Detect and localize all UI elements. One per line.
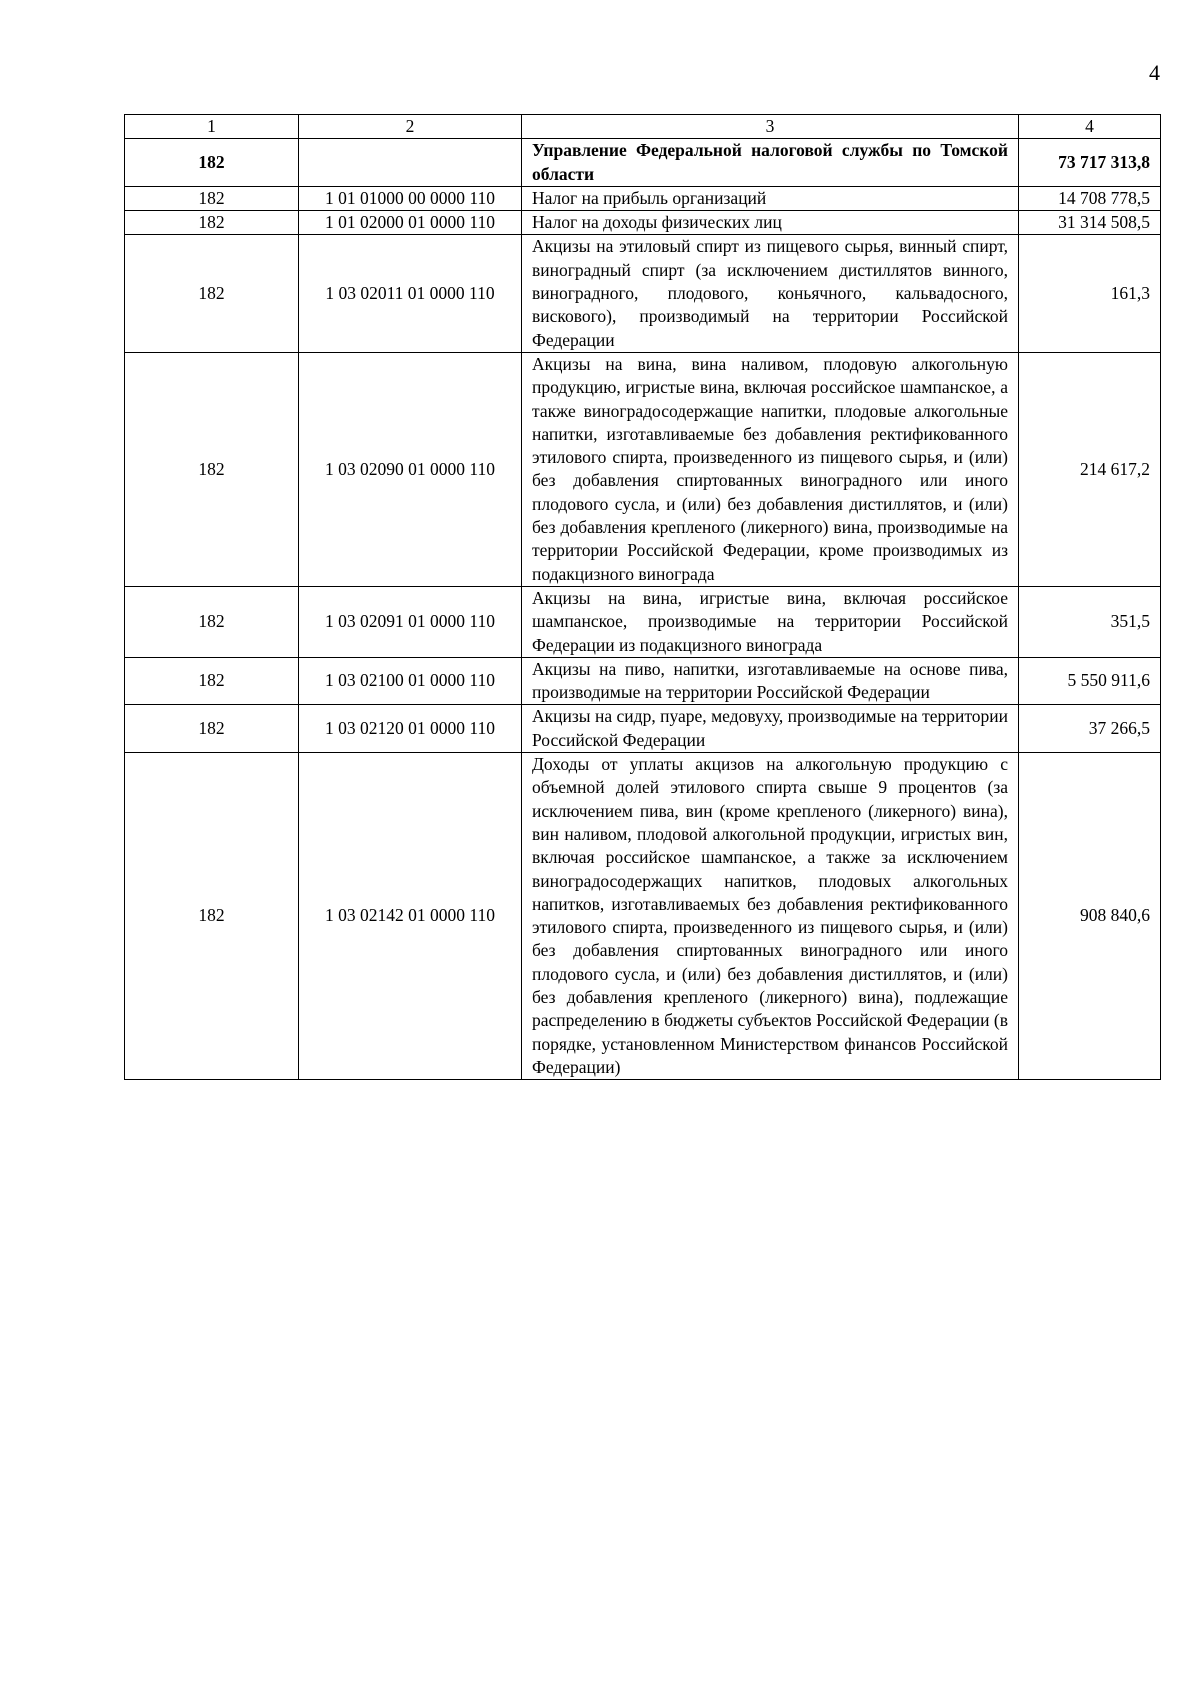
table-row xyxy=(125,586,1161,657)
amount-cell: 214 617,2 xyxy=(1019,352,1161,586)
amount-cell: 5 550 911,6 xyxy=(1019,657,1161,705)
table-body xyxy=(125,139,1161,1080)
admin-code-cell: 182 xyxy=(125,705,299,753)
table-row xyxy=(125,186,1161,210)
revenue-name-cell: Налог на прибыль организаций xyxy=(522,186,1019,210)
revenue-name-cell: Акцизы на вина, игристые вина, включая российское шампанское, производимые на территории Российской Федерации из подакцизного винограда xyxy=(522,586,1019,657)
revenue-name-cell: Акцизы на этиловый спирт из пищевого сырья, винный спирт, виноградный спирт (за исключением дистиллятов винного, виноградного, плодового, коньячного, кальвадосного, вискового), производимый на территории Российской Федерации xyxy=(522,235,1019,352)
column-header-1: 1 xyxy=(125,115,299,139)
admin-code-cell: 182 xyxy=(125,657,299,705)
amount-cell: 351,5 xyxy=(1019,586,1161,657)
page-number: 4 xyxy=(1149,60,1160,85)
budget-classification-code-cell: 1 03 02120 01 0000 110 xyxy=(299,705,522,753)
budget-classification-code-cell: 1 03 02142 01 0000 110 xyxy=(299,753,522,1080)
table-header-row xyxy=(125,115,1161,139)
admin-code-cell: 182 xyxy=(125,586,299,657)
budget-classification-code-cell: 1 01 01000 00 0000 110 xyxy=(299,186,522,210)
table-row xyxy=(125,753,1161,1080)
admin-code-cell: 182 xyxy=(125,235,299,352)
amount-cell: 161,3 xyxy=(1019,235,1161,352)
budget-classification-code-cell: 1 03 02091 01 0000 110 xyxy=(299,586,522,657)
table-row xyxy=(125,211,1161,235)
table-row xyxy=(125,139,1161,187)
revenue-name-cell: Налог на доходы физических лиц xyxy=(522,211,1019,235)
amount-cell: 908 840,6 xyxy=(1019,753,1161,1080)
admin-code-cell: 182 xyxy=(125,352,299,586)
revenue-name-cell: Доходы от уплаты акцизов на алкогольную продукцию с объемной долей этилового спирта свыше 9 процентов (за исключением пива, вин (кроме крепленого (ликерного) вина), вин наливом, плодовой алкогольной продукции, игристых вин, включая российское шампанское, а также за исключением виноградосодержащих напитков, плодовых алкогольных напитков, изготавливаемых без добавления ректификованного этилового спирта, произведенного из пищевого сырья, и (или) без добавления спиртованных виноградного или иного плодового сусла, и (или) без добавления дистиллятов, и (или) без добавления крепленого (ликерного) вина), подлежащие распределению в бюджеты субъектов Российской Федерации (в порядке, установленном Министерством финансов Российской Федерации) xyxy=(522,753,1019,1080)
column-header-4: 4 xyxy=(1019,115,1161,139)
table-row xyxy=(125,657,1161,705)
budget-classification-code-cell: 1 03 02011 01 0000 110 xyxy=(299,235,522,352)
revenue-name-cell: Управление Федеральной налоговой службы по Томской области xyxy=(522,139,1019,187)
revenue-name-cell: Акцизы на пиво, напитки, изготавливаемые на основе пива, производимые на территории Российской Федерации xyxy=(522,657,1019,705)
amount-cell: 73 717 313,8 xyxy=(1019,139,1161,187)
table-row xyxy=(125,352,1161,586)
revenue-name-cell: Акцизы на вина, вина наливом, плодовую алкогольную продукцию, игристые вина, включая российское шампанское, а также виноградосодержащие напитки, плодовые алкогольные напитки, изготавливаемые без добавления ректификованного этилового спирта, произведенного из пищевого сырья, и (или) без добавления спиртованных виноградного или иного плодового сусла, и (или) без добавления дистиллятов, и (или) без добавления крепленого (ликерного) вина, производимые на территории Российской Федерации, кроме производимых из подакцизного винограда xyxy=(522,352,1019,586)
budget-classification-code-cell: 1 03 02090 01 0000 110 xyxy=(299,352,522,586)
admin-code-cell: 182 xyxy=(125,211,299,235)
budget-classification-code-cell: 1 03 02100 01 0000 110 xyxy=(299,657,522,705)
revenue-name-cell: Акцизы на сидр, пуаре, медовуху, производимые на территории Российской Федерации xyxy=(522,705,1019,753)
admin-code-cell: 182 xyxy=(125,139,299,187)
column-header-2: 2 xyxy=(299,115,522,139)
table-row xyxy=(125,235,1161,352)
amount-cell: 37 266,5 xyxy=(1019,705,1161,753)
revenue-table xyxy=(124,114,1161,1080)
admin-code-cell: 182 xyxy=(125,753,299,1080)
budget-classification-code-cell xyxy=(299,139,522,187)
admin-code-cell: 182 xyxy=(125,186,299,210)
budget-classification-code-cell: 1 01 02000 01 0000 110 xyxy=(299,211,522,235)
amount-cell: 14 708 778,5 xyxy=(1019,186,1161,210)
amount-cell: 31 314 508,5 xyxy=(1019,211,1161,235)
column-header-3: 3 xyxy=(522,115,1019,139)
table-row xyxy=(125,705,1161,753)
